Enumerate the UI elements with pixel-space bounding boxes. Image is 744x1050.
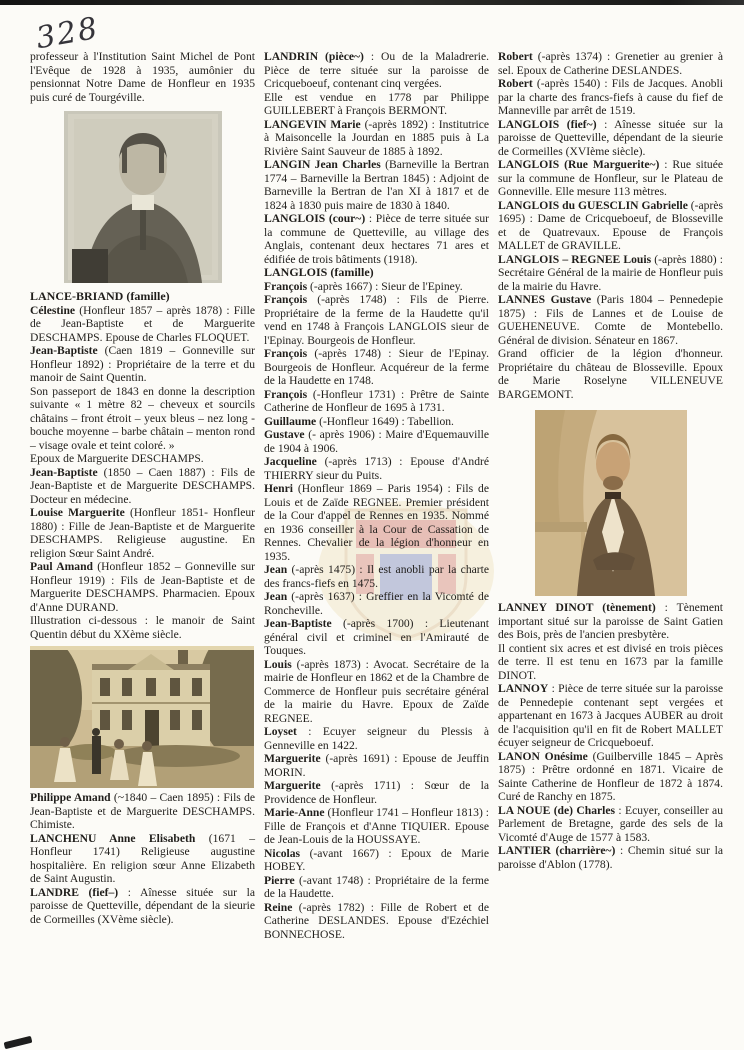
dictionary-entry: LANNEY DINOT (tènement) : Tènement important situé sur la paroisse de Saint Gatien des Bois, près de l'ancien presbytère.: [498, 601, 723, 641]
dictionary-entry: Loyset : Ecuyer seigneur du Plessis à Genneville en 1422.: [264, 725, 489, 752]
dictionary-entry: LANCHENU Anne Elisabeth (1671 – Honfleur 1741) Religieuse augustine hospitalière. En religion sœur Anne Elizabeth de Saint Augustin.: [30, 831, 255, 885]
dictionary-entry: Henri (Honfleur 1869 – Paris 1954) : Fils de Louis et de Zaïde REGNEE. Premier président de la Cour d'appel de Rennes en 1935. Nommé en 1936 conseiller à la Cour de Cassation de Rennes. Chevalier de la légion d'honneur en 1935.: [264, 482, 489, 563]
entry-name: LANNEY DINOT (tènement): [498, 601, 656, 614]
entry-name: Robert: [498, 77, 533, 90]
entry-name: François: [264, 387, 308, 401]
column-middle: [264, 50, 489, 941]
entry-name: LANTIER (charrière~): [498, 844, 616, 857]
dictionary-entry: François (-après 1748) : Sieur de l'Epinay. Bourgeois de Honfleur. Acquéreur de la ferme de la Haudette en 1748.: [264, 347, 489, 387]
dictionary-entry: LANDRE (fief–) : Aînesse située sur la paroisse de Quetteville, dépendant de la sieurie de Cormeilles (XVème siècle).: [30, 885, 256, 926]
scan-artifact-bottom-left: [4, 1036, 33, 1050]
lance-briand-portrait-photo: [64, 111, 222, 283]
entry-name: Marie-Anne: [264, 806, 325, 819]
dictionary-entry: LANGIN Jean Charles (Barneville la Bertran 1774 – Barneville la Bertran 1845) : Adjoint de Barneville la Bertran de l'an XI à 1817 et de 1824 à 1830 puis maire de 1830 à 1840.: [264, 158, 489, 212]
entry-name: Paul Amand: [30, 560, 93, 573]
dictionary-entry: Jacqueline (-après 1713) : Epouse d'André THIERRY sieur du Puits.: [264, 455, 489, 482]
dictionary-entry: Marie-Anne (Honfleur 1741 – Honfleur 1813) : Fille de François et d'Anne TIQUIER. Epouse de Jean-Louis de la HOUSSAYE.: [264, 806, 489, 846]
dictionary-entry: Louise Marguerite (Honfleur 1851- Honfleur 1880) : Fille de Jean-Baptiste et de Marguerite DESCHAMPS. Religieuse augustine. En religion Sœur Saint André.: [30, 506, 256, 560]
dictionary-entry: Jean (-après 1637) : Greffier en la Vicomté de Roncheville.: [264, 590, 489, 617]
entry-name: Louis: [264, 657, 292, 671]
entry-name: LANGLOIS – REGNEE Louis: [498, 252, 652, 266]
entry-name: LANDRIN (pièce~): [264, 50, 364, 63]
dictionary-entry: Jean-Baptiste (1850 – Caen 1887) : Fils de Jean-Baptiste et de Marguerite DESCHAMPS. Docteur en médecine.: [30, 465, 255, 506]
entry-name: LANGLOIS du GUESCLIN Gabrielle: [498, 198, 688, 212]
entry-name: LANGLOIS (Rue Marguerite~): [498, 158, 660, 171]
entry-name: LANDRE (fief–): [30, 885, 119, 899]
manoir-saint-quentin-photo: [30, 646, 254, 788]
entry-name: Pierre: [264, 873, 295, 887]
dictionary-entry: Robert (-après 1540) : Fils de Jacques. Anobli par la charte des francs-fiefs à cause du fief de Manneville par arrêt de 1519.: [498, 77, 723, 117]
dictionary-entry: Epoux de Marguerite DESCHAMPS.: [30, 452, 204, 465]
entry-name: Louise Marguerite: [30, 506, 125, 519]
dictionary-entry: Célestine (Honfleur 1857 – après 1878) : Fille de Jean-Baptiste et de Marguerite DESCHAMPS. Epouse de Charles FLOQUET.: [30, 303, 255, 344]
dictionary-entry: Jean-Baptiste (-après 1700) : Lieutenant général civil et criminel en l'Amirauté de Touques.: [264, 617, 489, 657]
dictionary-entry: LANGLOIS (cour~) : Pièce de terre située sur la commune de Quetteville, au village des Anglais, contenant deux hectares 71 ares et édifiée de trois bâtiments (1918).: [264, 212, 489, 266]
entry-name: LANGIN Jean Charles: [264, 158, 381, 171]
dictionary-entry: Il contient six acres et est divisé en trois pièces de terre. Il est tenu en 1673 par la famille DINOT.: [498, 641, 723, 682]
dictionary-entry: LANDRIN (pièce~) : Ou de la Maladrerie. Pièce de terre située sur la paroisse de Cricqueboeuf, contenant cinq vergées.: [264, 50, 489, 90]
entry-name: Marguerite: [264, 779, 321, 792]
dictionary-entry: Jean (-après 1475) : Il est anobli par la charte des francs-fiefs en 1475.: [264, 563, 489, 590]
entry-name: Jean: [264, 590, 288, 603]
entry-name: LANGEVIN Marie: [264, 117, 361, 131]
dictionary-entry: Robert (-après 1374) : Grenetier au grenier à sel. Epoux de Catherine DESLANDES.: [498, 50, 723, 77]
entry-name: LANNES Gustave: [498, 293, 592, 306]
entry-name: LANNOY: [498, 682, 549, 695]
dictionary-entry: LANTIER (charrière~) : Chemin situé sur la paroisse d'Ablon (1778).: [498, 844, 724, 871]
dictionary-entry: LANGLOIS (fief~) : Aînesse située sur la paroisse de Quetteville, dépendant de la sieurie de Cormeilles (XVIème siècle).: [498, 117, 723, 158]
dictionary-entry: François (-après 1748) : Fils de Pierre. Propriétaire de la ferme de la Haudette qu'il vend en 1748 à François LANGLOIS sieur de l'Epinay. Bourgeois de Honfleur.: [264, 293, 489, 347]
handwritten-page-number: 328: [33, 10, 102, 57]
dictionary-entry: Marguerite (-après 1691) : Epouse de Jeuffin MORIN.: [264, 752, 489, 779]
entry-name: LANGLOIS (cour~): [264, 212, 366, 225]
dictionary-entry: LANON Onésime (Guilberville 1845 – Après 1875) : Prêtre ordonné en 1871. Vicaire de Sainte Catherine de Honfleur de 1872 à 1874. Curé de Ranchy en 1875.: [498, 749, 723, 803]
entry-name: François: [264, 279, 308, 293]
dictionary-entry: Nicolas (-avant 1667) : Epoux de Marie HOBEY.: [264, 846, 489, 873]
entry-name: Célestine: [30, 303, 76, 317]
dictionary-entry: Jean-Baptiste (Caen 1819 – Gonneville sur Honfleur 1892) : Propriétaire de la terre et du manoir de Saint Quentin.: [30, 344, 255, 384]
dictionary-entry: Philippe Amand (~1840 – Caen 1895) : Fils de Jean-Baptiste et de Marguerite DESCHAMPS. Chimiste.: [30, 791, 256, 831]
family-heading: LANGLOIS (famille): [264, 265, 374, 279]
entry-name: Robert: [498, 50, 533, 63]
entry-name: LANON Onésime: [498, 749, 588, 763]
dictionary-entry: Guillaume (-Honfleur 1649) : Tabellion.: [264, 414, 454, 428]
dictionary-entry: LANGLOIS – REGNEE Louis (-après 1880) : Secrétaire Général de la mairie de Honfleur puis de la mairie du Havre.: [498, 252, 723, 293]
dictionary-entry: Pierre (-avant 1748) : Propriétaire de la ferme de la Haudette.: [264, 873, 489, 900]
entry-name: LA NOUE (de) Charles: [498, 803, 616, 817]
dictionary-entry: Illustration ci-dessous : le manoir de Saint Quentin début du XXème siècle.: [30, 614, 255, 641]
entry-name: François: [264, 293, 308, 306]
dictionary-entry: LANGLOIS du GUESCLIN Gabrielle (-après 1695) : Dame de Cricqueboeuf, de Blosseville et de Quatrevaux. Epouse de François MALLET de GRAVILLE.: [498, 198, 723, 252]
entry-name: Jean: [264, 563, 288, 576]
entry-name: Gustave: [264, 428, 305, 441]
dictionary-entry: François (-Honfleur 1731) : Prêtre de Sainte Catherine de Honfleur de 1695 à 1731.: [264, 387, 489, 414]
entry-name: Jacqueline: [264, 455, 317, 468]
column-left: [30, 50, 255, 941]
dictionary-entry: Louis (-après 1873) : Avocat. Secrétaire de la mairie de Honfleur en 1862 et de la Chambre de Commerce de Honfleur puis secrétaire général de la mairie du Havre. Epoux de Zaïde REGNEE.: [264, 657, 489, 725]
entry-name: Jean-Baptiste: [30, 465, 98, 479]
dictionary-entry: Reine (-après 1782) : Fille de Robert et de Catherine DESLANDES. Epouse d'Ezéchiel BONNECHOSE.: [264, 900, 489, 941]
family-heading: LANCE-BRIAND (famille): [30, 289, 170, 303]
entry-name: François: [264, 347, 308, 360]
entry-name: Reine: [264, 900, 293, 914]
entry-name: Henri: [264, 482, 293, 495]
entry-name: LANGLOIS (fief~): [498, 117, 597, 131]
entry-name: Guillaume: [264, 414, 317, 428]
dictionary-entry: LANNOY : Pièce de terre située sur la paroisse de Pennedepie contenant sept vergées et appartenant en 1673 à Jacques AUBER au droit de l'acquisition qu'il en fit de Robert MALLET écuyer seigneur de Cricqueboeuf.: [498, 682, 723, 749]
entry-name: Loyset: [264, 725, 297, 738]
dictionary-entry: François (-après 1667) : Sieur de l'Epiney.: [264, 279, 463, 293]
dictionary-entry: professeur à l'Institution Saint Michel de Pont l'Evêque de 1928 à 1935, aumônier du pensionnat Notre Dame de Honfleur en 1935 puis curé de Tourgéville.: [30, 50, 255, 104]
entry-name: Marguerite: [264, 752, 321, 765]
dictionary-entry: Paul Amand (Honfleur 1852 – Gonneville sur Honfleur 1919) : Fils de Jean-Baptiste et de Marguerite DESCHAMPS. Pharmacien. Epoux d'Anne DURAND.: [30, 560, 256, 614]
dictionary-entry: Son passeport de 1843 en donne la description suivante « 1 mètre 82 – cheveux et sourcils châtains – front étroit – yeux bleus – nez long - bouche moyenne – barbe châtain – menton rond – visage ovale et teint coloré. »: [30, 384, 255, 452]
dictionary-entry: Grand officier de la légion d'honneur. Propriétaire du château de Blosseville. Epoux de Marie Roselyne VILLENEUVE BARGEMONT.: [498, 347, 723, 401]
lannes-portrait-photo: [535, 410, 687, 596]
entry-name: Jean-Baptiste: [264, 617, 332, 630]
entry-name: Philippe Amand: [30, 791, 111, 804]
dictionary-entry: LANGLOIS (Rue Marguerite~) : Rue située sur la commune de Honfleur, sur le Plateau de Gonneville. Elle mesure 113 mètres.: [498, 158, 724, 198]
entry-name: LANCHENU Anne Elisabeth: [30, 831, 196, 845]
column-right: [498, 50, 723, 941]
dictionary-entry: LANGEVIN Marie (-après 1892) : Institutrice à Maisoncelle la Jourdan en 1885 puis à La Rivière Saint Sauveur de 1885 à 1892.: [264, 117, 489, 158]
entry-name: Jean-Baptiste: [30, 344, 98, 357]
dictionary-entry: LANNES Gustave (Paris 1804 – Pennedepie 1875) : Fils de Lannes et de Louise de GUEHENEUVE. Comte de Montebello. Général de division. Sénateur en 1867.: [498, 293, 723, 347]
dictionary-entry: LA NOUE (de) Charles : Ecuyer, conseiller au Parlement de Bretagne, garde des sels de la Vicomté d'Auge de 1577 à 1583.: [498, 803, 723, 844]
entry-name: Nicolas: [264, 846, 301, 860]
dictionary-entry: Marguerite (-après 1711) : Sœur de la Providence de Honfleur.: [264, 779, 489, 806]
dictionary-entry: Elle est vendue en 1778 par Philippe GUILLEBERT à François BERMONT.: [264, 90, 489, 117]
dictionary-entry: Gustave (- après 1906) : Maire d'Equemauville de 1904 à 1906.: [264, 428, 489, 455]
